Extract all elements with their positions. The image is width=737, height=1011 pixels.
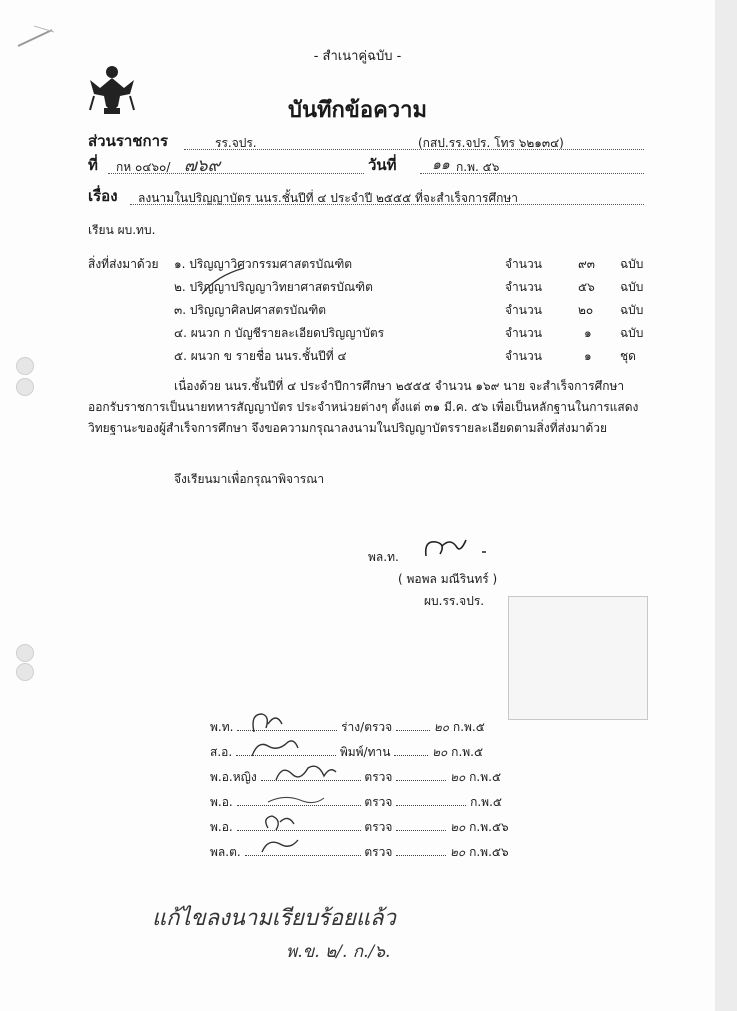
routing-rank: พ.อ. [210,820,233,834]
date-value: ก.พ. ๕๖ [456,160,500,174]
routing-month: ก.พ.๕๖ [469,820,509,834]
enclosure-item-1: ๑. ปริญญาวิศวกรรมศาสตรบัณฑิต [174,257,353,271]
number-label: ที่ [88,156,98,174]
signature-mark [420,532,500,564]
enclosure-item-3: ๓. ปริญญาศิลปศาสตรบัณฑิต [174,303,327,317]
enclosure-unit-2: ฉบับ [620,280,644,294]
enclosure-count-1: ๙๓ [578,257,595,271]
memo-title: บันทึกข้อความ [287,98,427,123]
routing-rank: ส.อ. [210,745,233,759]
handwritten-note-line2: พ.ข. ๒/. ก./๖. [286,942,391,962]
enclosure-unit-1: ฉบับ [620,257,644,271]
closing-line: จึงเรียนมาเพื่อกรุณาพิจารณา [174,472,325,486]
routing-month: ก.พ.๕๖ [469,845,509,859]
department-value: รร.จปร. [215,136,257,150]
routing-rank: พ.อ.หญิง [210,770,257,784]
subject-line [130,204,644,205]
enclosure-count-label-4: จำนวน [505,326,542,340]
enclosure-count-3: ๒๐ [578,303,594,317]
date-label: วันที่ [368,156,397,174]
number-line [108,173,364,174]
routing-rank: พ.อ. [210,795,233,809]
signer-position: ผบ.รร.จปร. [424,594,485,608]
routing-day: ๒๐ [432,745,448,759]
routing-action: ตรวจ [364,770,393,784]
enclosure-item-4: ๔. ผนวก ก บัญชีรายละเอียดปริญญาบัตร [174,326,385,340]
body-paragraph: เนื่องด้วย นนร.ชั้นปีที่ ๔ ประจำปีการศึกษา ๒๕๕๕ จำนวน ๑๖๙ นาย จะสำเร็จการศึกษาออกรับราชการเป็นนายทหารสัญญาบัตร ประจำหน่วยต่างๆ ตั้งแต่ ๓๑ มี.ค. ๕๖ เพื่อเป็นหลักฐานในการแสดงวิทยฐานะของผู้สำเร็จการศึกษา จึงขอความกรุณาลงนามในปริญญาบัตรรายละเอียดตามสิ่งที่ส่งมาด้วย [88,379,639,435]
enclosure-count-label-5: จำนวน [505,349,542,363]
date-line [420,173,644,174]
enclosure-count-5: ๑ [584,349,592,363]
enclosure-count-2: ๕๖ [578,280,595,294]
enclosure-unit-5: ชุด [620,349,636,363]
routing-action: ตรวจ [364,845,393,859]
enclosure-count-label-3: จำนวน [505,303,542,317]
routing-day: ๒๐ [450,770,466,784]
punch-hole-bottom [16,644,34,662]
enclosures-label: สิ่งที่ส่งมาด้วย [88,257,159,271]
routing-rank: พ.ท. [210,720,234,734]
number-value: กห ๐๔๖๐/ [116,160,171,174]
routing-action: พิมพ์/ทาน [339,745,391,759]
enclosure-item-5: ๕. ผนวก ข รายชื่อ นนร.ชั้นปีที่ ๔ [174,349,347,363]
department-ref: (กสป.รร.จปร. โทร ๖๒๑๓๔) [418,136,564,150]
department-label: ส่วนราชการ [88,132,169,150]
routing-action: ร่าง/ตรวจ [341,720,393,734]
routing-action: ตรวจ [364,795,393,809]
handwritten-initials [248,702,368,862]
routing-month: ก.พ.๕ [469,770,502,784]
signature-rank: พล.ท. [368,550,399,564]
routing-month: ก.พ.๕ [451,745,484,759]
addressee: เรียน ผบ.ทบ. [88,223,156,237]
punch-hole-bottom-2 [16,663,34,681]
date-handwritten: ๑๑ [432,157,450,173]
number-handwritten: ๗๖๙ [184,156,221,176]
punch-hole-top [16,357,34,375]
subject-label: เรื่อง [88,187,118,205]
routing-day: ๒๐ [450,845,466,859]
punch-hole-top-2 [16,378,34,396]
enclosure-unit-4: ฉบับ [620,326,644,340]
routing-month: ก.พ.๕ [452,720,485,734]
stamp-placeholder-box [508,596,648,720]
enclosure-count-label-2: จำนวน [505,280,542,294]
routing-action: ตรวจ [364,820,393,834]
routing-day: ๒๐ [450,820,466,834]
routing-rank: พล.ต. [210,845,241,859]
handwritten-note-line1: แก้ไขลงนามเรียบร้อยแล้ว [152,906,396,931]
department-line [184,149,644,150]
scan-background [715,0,737,1011]
enclosure-count-label-1: จำนวน [505,257,542,271]
enclosure-item-2: ๒. ปริญญาปริญญาวิทยาศาสตรบัณฑิต [174,280,373,294]
enclosure-unit-3: ฉบับ [620,303,644,317]
routing-month: ก.พ.๕ [470,795,502,809]
routing-day: ๒๐ [433,720,450,734]
copy-label: - สำเนาคู่ฉบับ - [313,49,402,64]
subject-value: ลงนามในปริญญาบัตร นนร.ชั้นปีที่ ๔ ประจำปี ๒๕๕๕ ที่จะสำเร็จการศึกษา [138,191,518,205]
enclosure-count-4: ๑ [584,326,592,340]
signer-name: ( พอพล มณีรินทร์ ) [398,572,498,586]
strikethrough-mark [198,266,248,296]
